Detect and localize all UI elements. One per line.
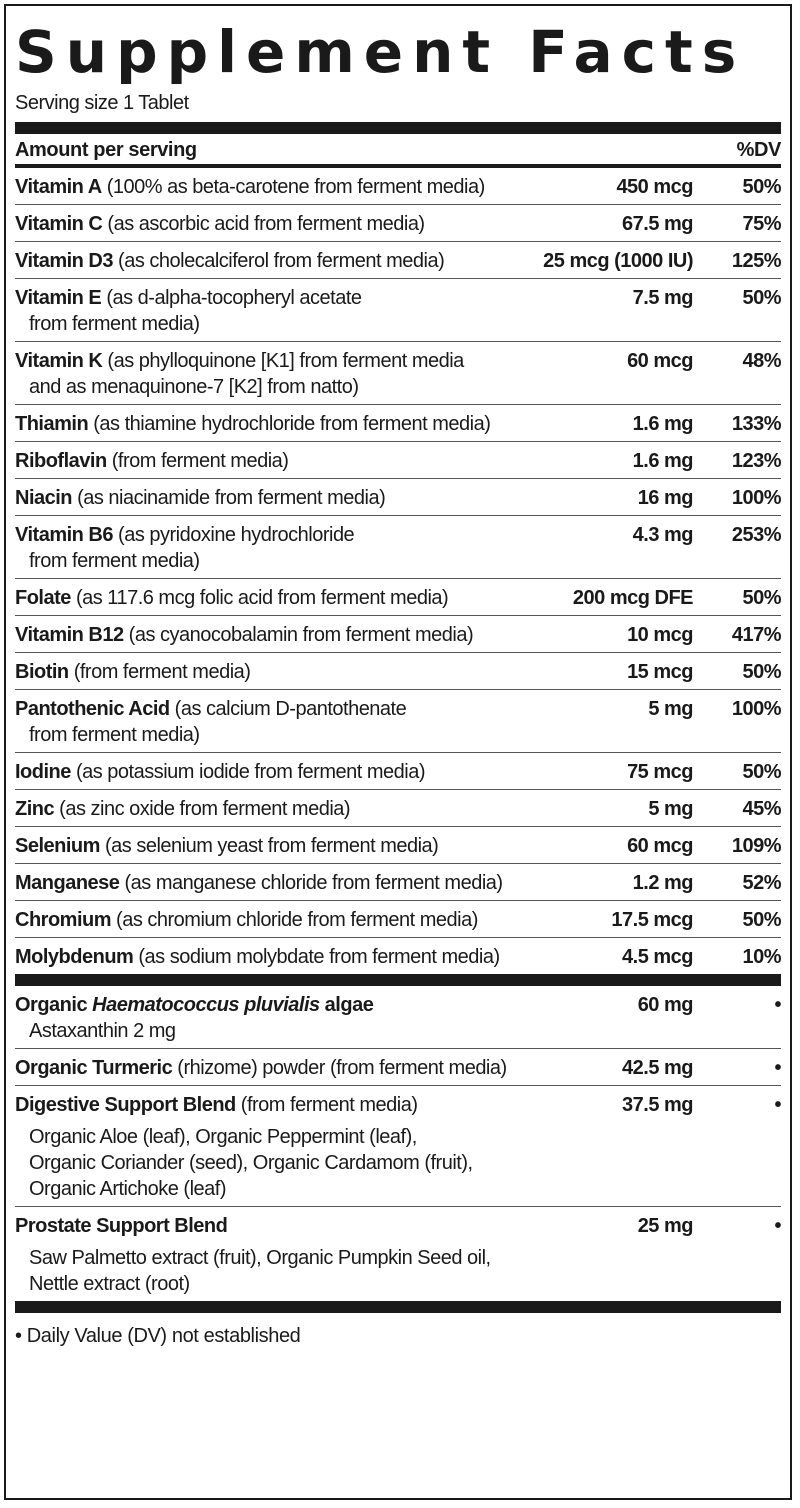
nutrient-name: Vitamin K	[15, 350, 103, 372]
nutrient-row-algae	[15, 986, 781, 1049]
nutrient-description-cont: from ferment media)	[29, 724, 200, 746]
nutrient-amount: 16 mg	[637, 487, 693, 509]
nutrient-name: Iodine	[15, 761, 71, 783]
supplement-facts-panel	[4, 4, 792, 1500]
nutrient-name-cell	[15, 411, 523, 437]
nutrient-name-cell	[15, 796, 523, 822]
nutrient-row	[15, 405, 781, 442]
nutrient-dv: •	[774, 1094, 781, 1116]
nutrient-description: (as phylloquinone [K1] from ferment media	[102, 350, 464, 372]
amount-per-serving-label: Amount per serving	[15, 139, 197, 161]
section-divider	[15, 974, 781, 986]
column-header	[15, 134, 781, 164]
nutrient-description: (100% as beta-carotene from ferment media)	[101, 176, 485, 198]
nutrient-amount: 5 mg	[648, 698, 693, 720]
nutrient-name-cell	[15, 944, 523, 970]
nutrient-dv: 50%	[742, 287, 781, 309]
other-ingredients-list	[15, 986, 781, 1301]
nutrient-amount: 4.3 mg	[632, 524, 693, 546]
nutrient-name: Vitamin E	[15, 287, 102, 309]
footnote: • Daily Value (DV) not established	[15, 1325, 301, 1347]
nutrient-amount: 60 mg	[637, 994, 693, 1016]
nutrient-amount: 5 mg	[648, 798, 693, 820]
blend-ingredients-line: Nettle extract (root)	[29, 1273, 190, 1295]
nutrient-name-cell	[15, 174, 523, 200]
blend-ingredients-line: Organic Artichoke (leaf)	[29, 1178, 226, 1200]
blend-ingredients-line: Organic Coriander (seed), Organic Cardamom (fruit),	[29, 1152, 473, 1174]
nutrient-row	[15, 342, 781, 405]
nutrient-amount: 17.5 mcg	[611, 909, 693, 931]
nutrient-dv: •	[774, 994, 781, 1016]
nutrient-name: Vitamin B6	[15, 524, 113, 546]
nutrient-row	[15, 753, 781, 790]
nutrient-name-cell	[15, 907, 523, 933]
nutrient-amount: 7.5 mg	[632, 287, 693, 309]
nutrient-description-cont: from ferment media)	[29, 313, 200, 335]
nutrient-name: Selenium	[15, 835, 100, 857]
panel-title: Supplement Facts	[15, 18, 746, 86]
nutrient-row	[15, 827, 781, 864]
nutrient-row-turmeric	[15, 1049, 781, 1086]
nutrient-dv: 10%	[742, 946, 781, 968]
nutrient-dv: 125%	[731, 250, 781, 272]
nutrient-row-digestive-blend	[15, 1086, 781, 1207]
nutrient-description: (as manganese chloride from ferment media)	[119, 872, 503, 894]
nutrient-name-cell	[15, 1213, 523, 1297]
nutrient-dv: •	[774, 1215, 781, 1237]
nutrient-description: (from ferment media)	[106, 450, 289, 472]
nutrient-row	[15, 168, 781, 205]
nutrient-name: Vitamin C	[15, 213, 103, 235]
vitamin-list	[15, 168, 781, 974]
thick-divider	[15, 122, 781, 134]
nutrient-name: Pantothenic Acid	[15, 698, 170, 720]
nutrient-name-suffix: algae	[319, 994, 374, 1016]
nutrient-name-cell	[15, 696, 523, 748]
nutrient-description: (as niacinamide from ferment media)	[72, 487, 386, 509]
nutrient-name-cell	[15, 348, 523, 400]
nutrient-name-cell	[15, 1055, 523, 1081]
nutrient-name-prefix: Organic	[15, 994, 93, 1016]
nutrient-description: (as pyridoxine hydrochloride	[113, 524, 355, 546]
nutrient-description-cont: and as menaquinone-7 [K2] from natto)	[29, 376, 359, 398]
nutrient-name: Molybdenum	[15, 946, 134, 968]
nutrient-name: Prostate Support Blend	[15, 1215, 228, 1237]
nutrient-row	[15, 579, 781, 616]
nutrient-name: Folate	[15, 587, 71, 609]
nutrient-amount: 25 mg	[637, 1215, 693, 1237]
nutrient-dv: 100%	[731, 698, 781, 720]
nutrient-amount: 1.2 mg	[632, 872, 693, 894]
nutrient-dv: 52%	[742, 872, 781, 894]
nutrient-dv: 75%	[742, 213, 781, 235]
nutrient-description: (as calcium D-pantothenate	[169, 698, 407, 720]
nutrient-amount: 42.5 mg	[622, 1057, 693, 1079]
nutrient-dv: 50%	[742, 176, 781, 198]
nutrient-amount: 450 mcg	[616, 176, 693, 198]
nutrient-row	[15, 653, 781, 690]
nutrient-description-cont: from ferment media)	[29, 550, 200, 572]
nutrient-row	[15, 790, 781, 827]
nutrient-description: (as cyanocobalamin from ferment media)	[123, 624, 474, 646]
dv-label: %DV	[736, 139, 781, 161]
nutrient-amount: 67.5 mg	[622, 213, 693, 235]
nutrient-dv: 50%	[742, 909, 781, 931]
nutrient-name-italic: Haematococcus pluvialis	[92, 994, 320, 1016]
nutrient-dv: 48%	[742, 350, 781, 372]
nutrient-dv: •	[774, 1057, 781, 1079]
nutrient-row	[15, 479, 781, 516]
nutrient-dv: 417%	[731, 624, 781, 646]
nutrient-row	[15, 864, 781, 901]
nutrient-description: (from ferment media)	[68, 661, 251, 683]
nutrient-dv: 253%	[731, 524, 781, 546]
nutrient-amount: 1.6 mg	[632, 413, 693, 435]
nutrient-dv: 100%	[731, 487, 781, 509]
nutrient-amount: 60 mcg	[627, 350, 693, 372]
nutrient-amount: 4.5 mcg	[622, 946, 693, 968]
nutrient-amount: 25 mcg (1000 IU)	[543, 250, 693, 272]
nutrient-name: Biotin	[15, 661, 69, 683]
nutrient-amount: 37.5 mg	[622, 1094, 693, 1116]
nutrient-row	[15, 690, 781, 753]
nutrient-name: Niacin	[15, 487, 73, 509]
nutrient-name-cell	[15, 833, 523, 859]
nutrient-name-cell	[15, 870, 523, 896]
nutrient-name: Vitamin A	[15, 176, 102, 198]
nutrient-description: (as zinc oxide from ferment media)	[54, 798, 351, 820]
nutrient-name: Zinc	[15, 798, 55, 820]
nutrient-name-cell	[15, 1092, 523, 1202]
nutrient-name-cell	[15, 659, 523, 685]
nutrient-name: Vitamin D3	[15, 250, 113, 272]
serving-size: Serving size 1 Tablet	[15, 92, 189, 114]
nutrient-name-cell	[15, 211, 523, 237]
nutrient-dv: 50%	[742, 761, 781, 783]
nutrient-name-cell	[15, 248, 523, 274]
nutrient-name: Digestive Support Blend	[15, 1094, 236, 1116]
nutrient-dv: 50%	[742, 661, 781, 683]
nutrient-name: Chromium	[15, 909, 111, 931]
nutrient-name-cell	[15, 992, 523, 1044]
nutrient-name-cell	[15, 448, 523, 474]
nutrient-name-cell	[15, 485, 523, 511]
nutrient-description: (as potassium iodide from ferment media)	[70, 761, 425, 783]
nutrient-name: Thiamin	[15, 413, 89, 435]
nutrient-row	[15, 205, 781, 242]
nutrient-name-cell	[15, 522, 523, 574]
nutrient-description: (from ferment media)	[235, 1094, 418, 1116]
nutrient-name-cell	[15, 285, 523, 337]
nutrient-dv: 109%	[731, 835, 781, 857]
nutrient-amount: 200 mcg DFE	[572, 587, 693, 609]
nutrient-amount: 15 mcg	[627, 661, 693, 683]
nutrient-row	[15, 442, 781, 479]
nutrient-name: Organic Turmeric	[15, 1057, 173, 1079]
sub-ingredient: Astaxanthin 2 mg	[29, 1020, 176, 1042]
nutrient-row	[15, 279, 781, 342]
nutrient-row	[15, 516, 781, 579]
footer-divider	[15, 1301, 781, 1313]
blend-ingredients-line: Organic Aloe (leaf), Organic Peppermint (leaf),	[29, 1126, 417, 1148]
nutrient-description: (as d-alpha-tocopheryl acetate	[101, 287, 362, 309]
nutrient-amount: 1.6 mg	[632, 450, 693, 472]
nutrient-description: (rhizome) powder (from ferment media)	[172, 1057, 507, 1079]
nutrient-row	[15, 938, 781, 974]
nutrient-dv: 50%	[742, 587, 781, 609]
nutrient-description: (as chromium chloride from ferment media)	[111, 909, 478, 931]
nutrient-row	[15, 242, 781, 279]
nutrient-dv: 45%	[742, 798, 781, 820]
nutrient-description: (as thiamine hydrochloride from ferment media)	[88, 413, 491, 435]
nutrient-amount: 10 mcg	[627, 624, 693, 646]
blend-ingredients-line: Saw Palmetto extract (fruit), Organic Pumpkin Seed oil,	[29, 1247, 491, 1269]
nutrient-description: (as 117.6 mcg folic acid from ferment media)	[70, 587, 449, 609]
nutrient-row-prostate-blend	[15, 1207, 781, 1301]
nutrient-description: (as ascorbic acid from ferment media)	[102, 213, 425, 235]
nutrient-description: (as selenium yeast from ferment media)	[99, 835, 439, 857]
nutrient-name: Vitamin B12	[15, 624, 124, 646]
nutrient-description: (as sodium molybdate from ferment media)	[133, 946, 500, 968]
nutrient-name: Manganese	[15, 872, 120, 894]
nutrient-name-cell	[15, 622, 523, 648]
nutrient-name-cell	[15, 585, 523, 611]
nutrient-dv: 123%	[731, 450, 781, 472]
nutrient-description: (as cholecalciferol from ferment media)	[113, 250, 445, 272]
nutrient-name-cell	[15, 759, 523, 785]
nutrient-row	[15, 901, 781, 938]
nutrient-amount: 75 mcg	[627, 761, 693, 783]
nutrient-name: Riboflavin	[15, 450, 107, 472]
nutrient-dv: 133%	[731, 413, 781, 435]
nutrient-row	[15, 616, 781, 653]
nutrient-amount: 60 mcg	[627, 835, 693, 857]
